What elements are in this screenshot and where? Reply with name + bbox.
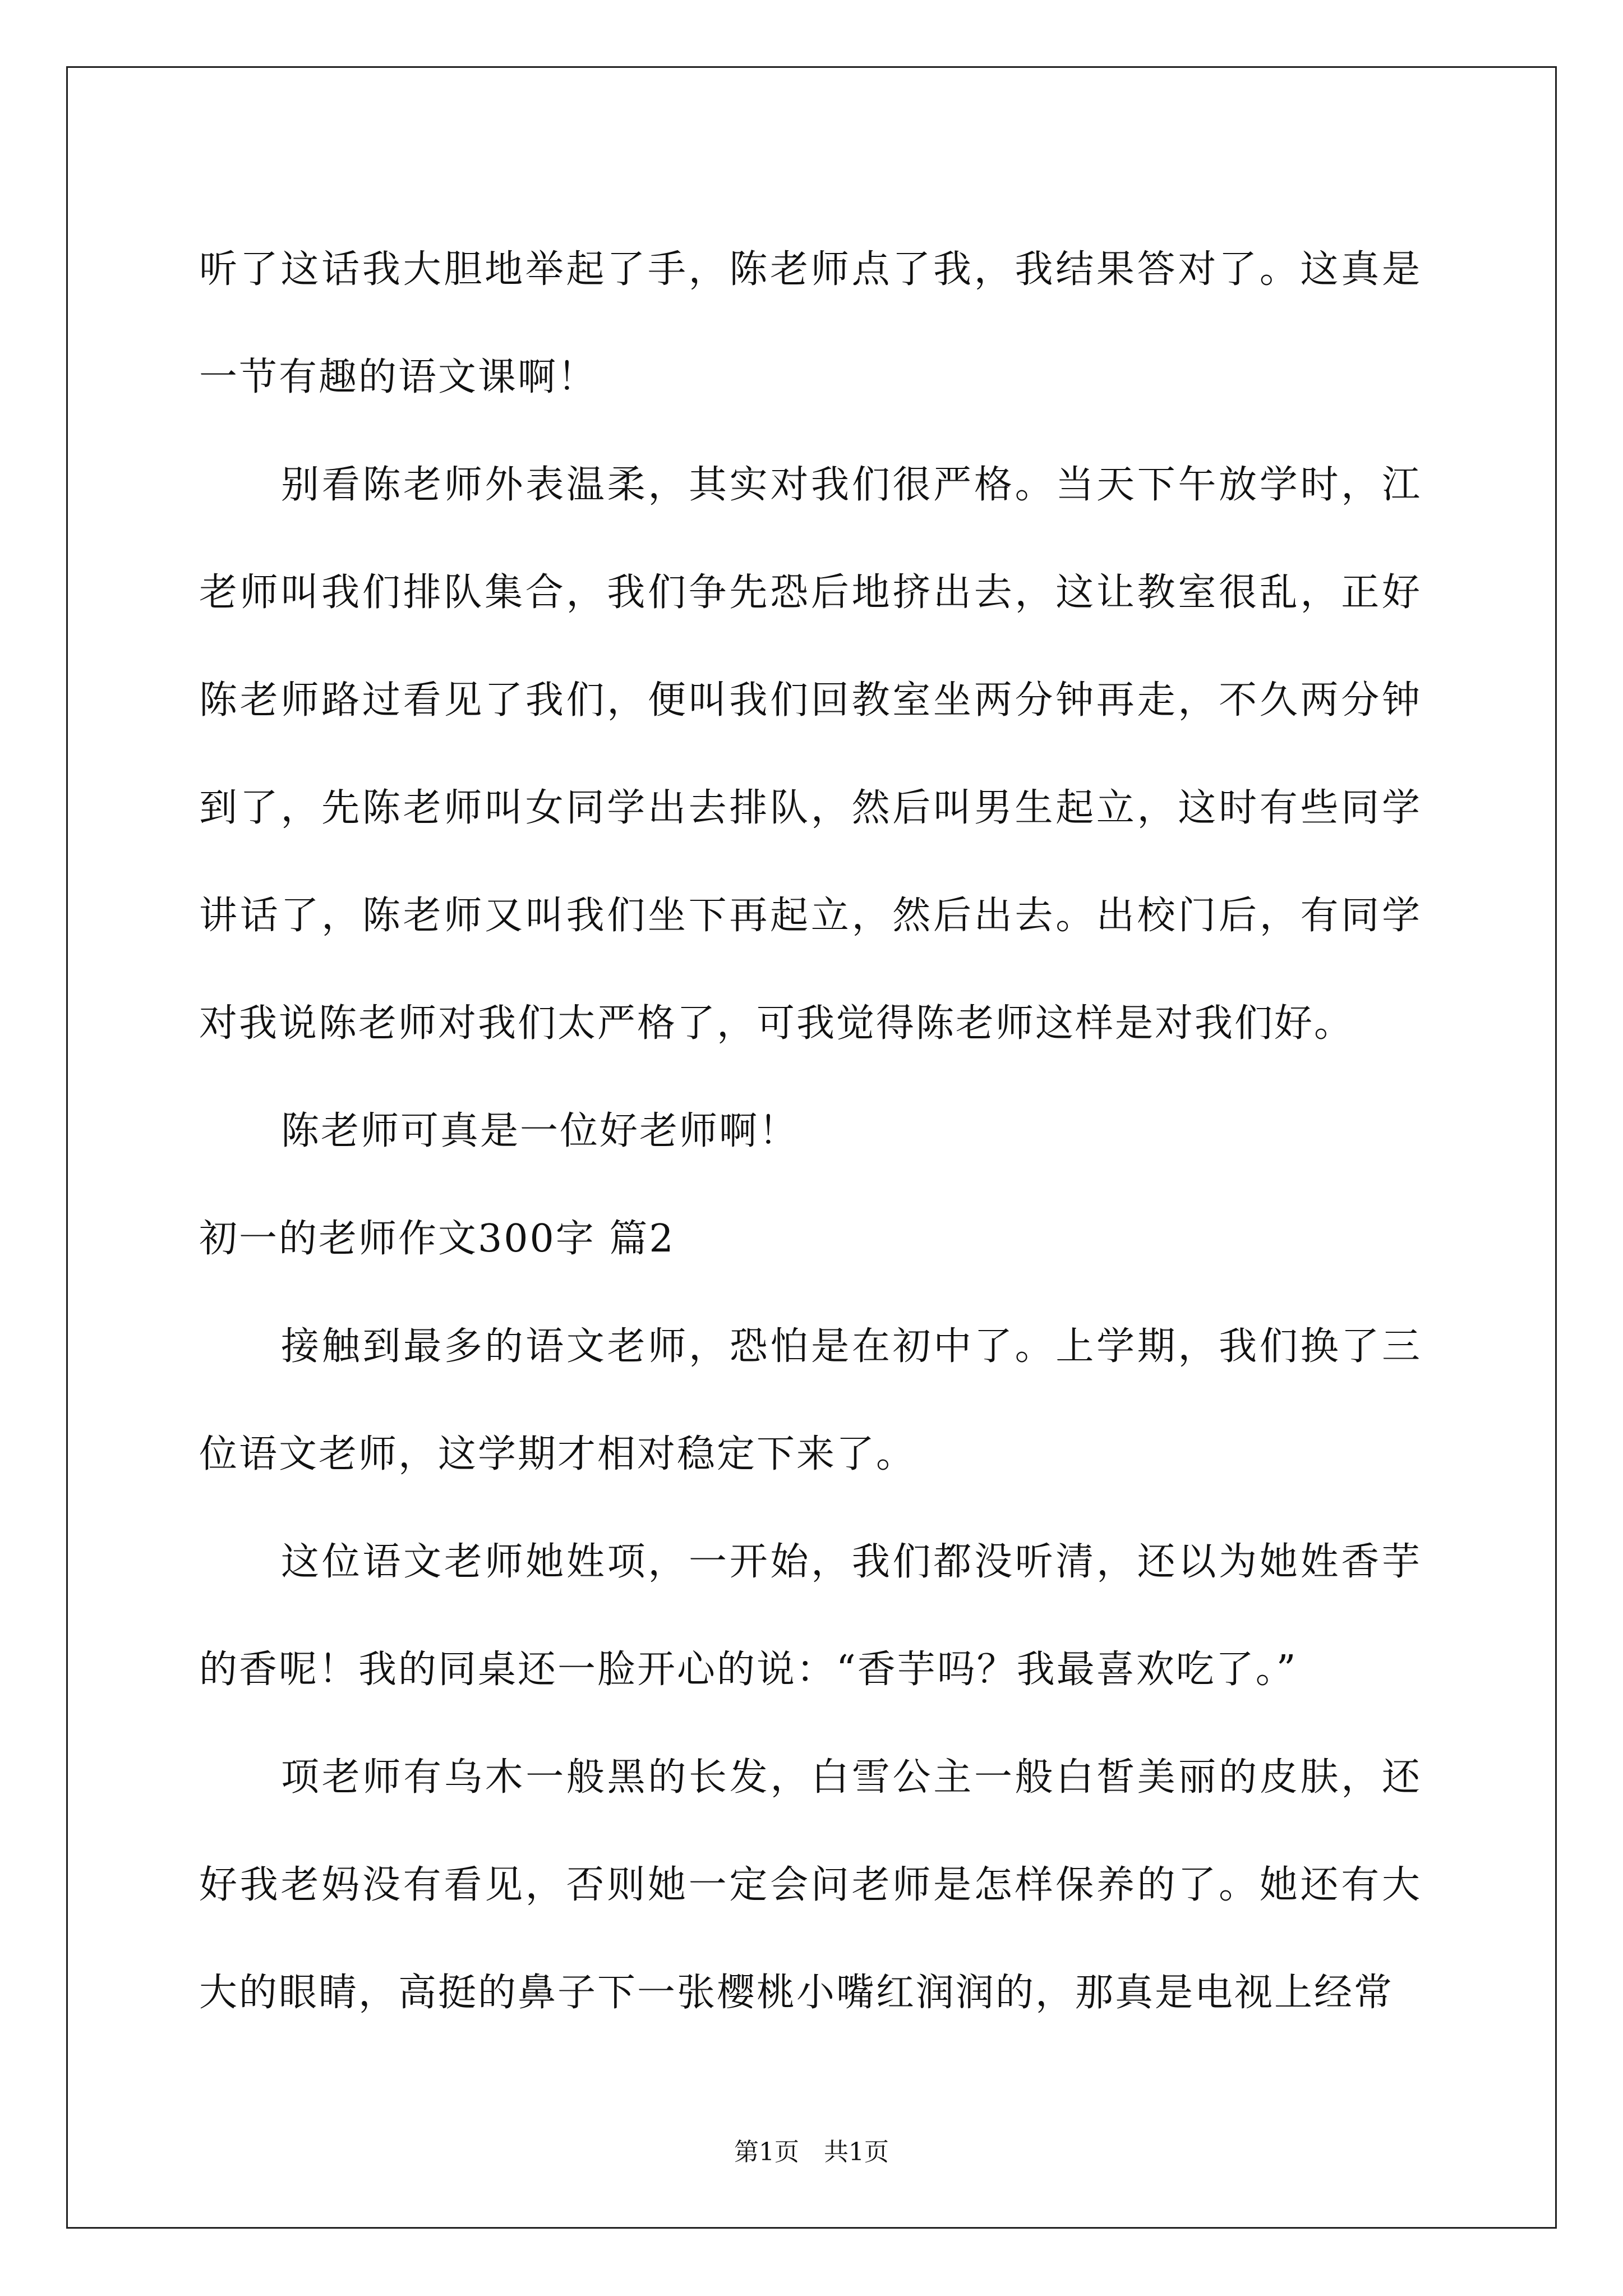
document-body (199, 216, 1422, 2047)
page-footer: 第1页 共1页 (734, 2138, 889, 2166)
paragraph-3: 陈老师可真是一位好老师啊！ (281, 1109, 799, 1153)
paragraph-1: 听了这话我大胆地举起了手，陈老师点了我，我结果答对了。这真是一节有趣的语文课啊！ (199, 247, 1422, 399)
section-heading: 初一的老师作文300字 篇2 (199, 1217, 675, 1261)
paragraph-5: 这位语文老师她姓项，一开始，我们都没听清，还以为她姓香芋的香呢！我的同桌还一脸开心的说：“香芋吗？我最喜欢吃了。” (199, 1540, 1422, 1692)
paragraph-2: 别看陈老师外表温柔，其实对我们很严格。当天下午放学时，江老师叫我们排队集合，我们争先恐后地挤出去，这让教室很乱，正好陈老师路过看见了我们，便叫我们回教室坐两分钟再走，不久两分钟到了，先陈老师叫女同学出去排队，然后叫男生起立，这时有些同学讲话了，陈老师又叫我们坐下再起立，然后出去。出校门后，有同学对我说陈老师对我们太严格了，可我觉得陈老师这样是对我们好。 (199, 463, 1422, 1046)
paragraph-6: 项老师有乌木一般黑的长发，白雪公主一般白皙美丽的皮肤，还好我老妈没有看见，否则她一定会问老师是怎样保养的了。她还有大大的眼睛，高挺的鼻子下一张樱桃小嘴红润润的，那真是电视上经常 (199, 1755, 1422, 2015)
paragraph-4: 接触到最多的语文老师，恐怕是在初中了。上学期，我们换了三位语文老师，这学期才相对稳定下来了。 (199, 1324, 1422, 1476)
